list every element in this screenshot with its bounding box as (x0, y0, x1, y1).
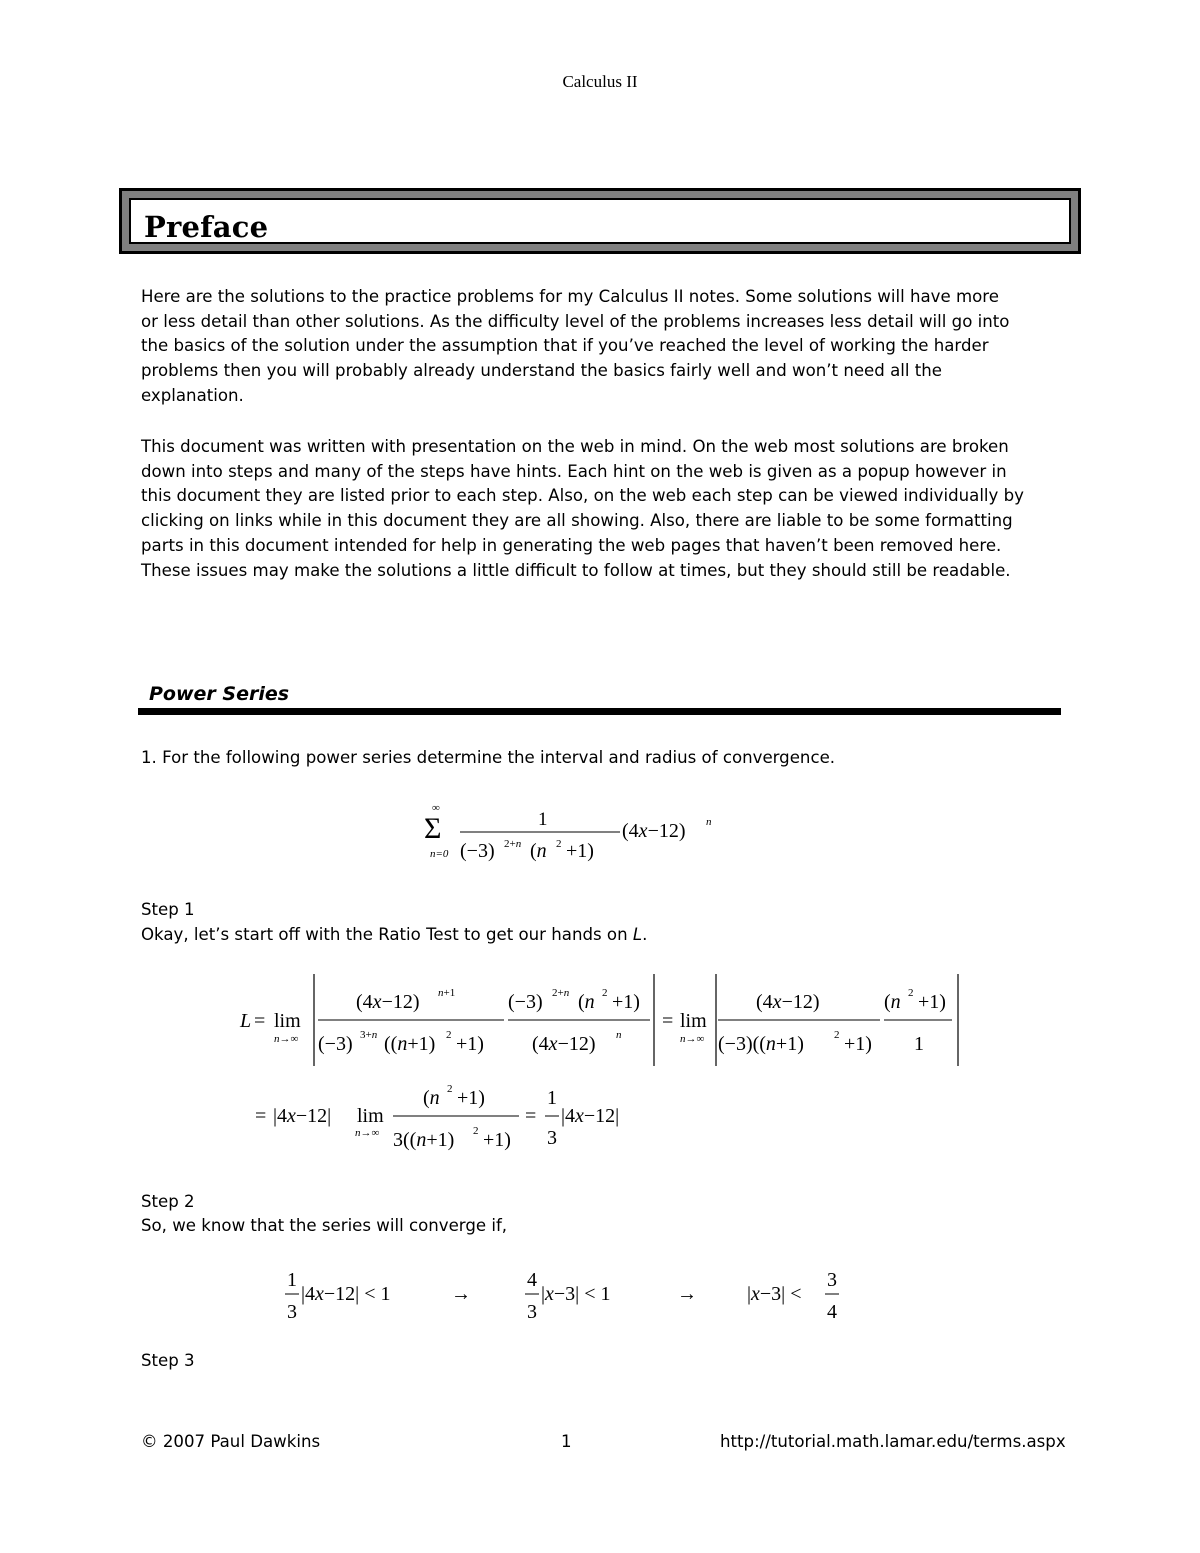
footer-copyright: © 2007 Paul Dawkins (141, 1432, 321, 1451)
ratio-test-equation-line-1 (240, 970, 970, 1074)
svg-text:(4x−12): (4x−12) (622, 820, 686, 842)
svg-text:=: = (254, 1010, 266, 1032)
svg-text:1: 1 (914, 1033, 924, 1055)
step-1-variable: L (632, 925, 643, 944)
svg-text:+1): +1) (566, 840, 594, 862)
svg-text:n=0: n=0 (430, 848, 449, 860)
preface-title-box (119, 188, 1081, 254)
paragraph-line: down into steps and many of the steps have hints. Each hint on the web is given as a popup however in (141, 461, 1007, 481)
svg-text:2+n: 2+n (504, 838, 522, 850)
svg-text:1: 1 (547, 1087, 557, 1109)
svg-text:2: 2 (473, 1125, 479, 1137)
paragraph-line: problems then you will probably already understand the basics fairly well and won’t need all the (141, 361, 942, 381)
problem-text: For the following power series determine the interval and radius of convergence. (162, 748, 836, 767)
svg-text:3: 3 (287, 1301, 297, 1323)
svg-text:lim: lim (274, 1010, 301, 1032)
paragraph-line: the basics of the solution under the assumption that if you’ve reached the level of working the harder (141, 336, 989, 356)
svg-text:2: 2 (908, 987, 914, 999)
svg-text:+1): +1) (918, 991, 946, 1013)
svg-text:2: 2 (556, 838, 562, 850)
svg-text:+1): +1) (457, 1087, 485, 1109)
svg-text:3: 3 (527, 1301, 537, 1323)
running-header: Calculus II (562, 72, 638, 91)
svg-text:|4x−12| < 1: |4x−12| < 1 (301, 1283, 391, 1305)
step-1-text-before: Okay, let’s start off with the Ratio Test to get our hands on (141, 925, 633, 944)
svg-text:4: 4 (527, 1269, 537, 1291)
svg-text:2: 2 (446, 1029, 452, 1041)
svg-text:2: 2 (447, 1083, 453, 1095)
step-3-label: Step 3 (141, 1351, 195, 1370)
svg-text:(n: (n (423, 1087, 440, 1109)
preface-title: Preface (144, 210, 269, 244)
svg-text:2: 2 (602, 987, 608, 999)
paragraph-line: This document was written with presentation on the web in mind. On the web most solutions are broken (141, 437, 1009, 456)
svg-text:(−3): (−3) (508, 991, 543, 1013)
svg-text:1: 1 (287, 1269, 297, 1291)
paragraph-line: clicking on links while in this document they are all showing. Also, there are liable to be some formatting (141, 511, 1013, 531)
ratio-test-equation-line-2 (255, 1078, 655, 1168)
problem-number: 1. (141, 748, 157, 767)
svg-text:=: = (255, 1105, 267, 1127)
svg-text:n→∞: n→∞ (355, 1127, 380, 1139)
svg-text:3: 3 (827, 1269, 837, 1291)
svg-text:(−3)((n+1): (−3)((n+1) (718, 1033, 804, 1055)
paragraph-line: explanation. (141, 385, 244, 405)
svg-text:n: n (616, 1029, 622, 1041)
problem-statement (141, 748, 835, 767)
svg-text:(−3): (−3) (460, 840, 495, 862)
svg-text:((n+1): ((n+1) (384, 1033, 436, 1055)
svg-text:n: n (706, 816, 712, 828)
svg-text:(n: (n (884, 991, 901, 1013)
preface-paragraph-1 (141, 285, 1071, 409)
svg-text:+1): +1) (456, 1033, 484, 1055)
svg-text:2: 2 (834, 1029, 840, 1041)
svg-text:|4x−12|: |4x−12| (561, 1105, 620, 1127)
step-2-text: So, we know that the series will converge if, (141, 1216, 508, 1235)
svg-text:lim: lim (680, 1010, 707, 1032)
svg-text:n→∞: n→∞ (274, 1033, 299, 1045)
step-1-label: Step 1 (141, 900, 195, 919)
svg-text:n→∞: n→∞ (680, 1033, 705, 1045)
svg-text:→: → (677, 1283, 697, 1305)
svg-text:+1): +1) (612, 991, 640, 1013)
svg-text:n+1: n+1 (438, 987, 456, 999)
preface-paragraph-2 (141, 435, 1071, 583)
step-2-label: Step 2 (141, 1192, 195, 1211)
svg-text:(n: (n (530, 840, 547, 862)
footer-page-number: 1 (561, 1432, 572, 1451)
paragraph-line: These issues may make the solutions a little difficult to follow at times, but they should still be readable. (141, 560, 1011, 580)
preface-title-inner (129, 198, 1071, 244)
svg-text:→: → (451, 1283, 471, 1305)
section-title: Power Series (149, 683, 290, 705)
svg-text:Σ: Σ (424, 812, 442, 845)
svg-text:|4x−12|: |4x−12| (273, 1105, 332, 1127)
svg-text:(4x−12): (4x−12) (356, 991, 420, 1013)
svg-text:=: = (525, 1105, 537, 1127)
footer-url: http://tutorial.math.lamar.edu/terms.aspx (720, 1432, 1066, 1451)
paragraph-line: Here are the solutions to the practice problems for my Calculus II notes. Some solutions will have more (141, 287, 999, 306)
svg-text:|x−3| <: |x−3| < (747, 1283, 802, 1305)
svg-text:3((n+1): 3((n+1) (393, 1129, 455, 1151)
svg-text:1: 1 (538, 809, 548, 830)
svg-text:(−3): (−3) (318, 1033, 353, 1055)
svg-text:|x−3| < 1: |x−3| < 1 (541, 1283, 611, 1305)
paragraph-line: parts in this document intended for help in generating the web pages that haven’t been removed here. (141, 535, 1002, 555)
step-1-text (141, 925, 647, 944)
svg-text:+1): +1) (483, 1129, 511, 1151)
svg-text:2+n: 2+n (552, 987, 570, 999)
svg-text:=: = (662, 1010, 674, 1032)
svg-text:(4x−12): (4x−12) (756, 991, 820, 1013)
step-1-text-after: . (642, 925, 648, 944)
svg-text:L: L (240, 1010, 252, 1032)
svg-text:(n: (n (578, 991, 595, 1013)
power-series-equation (420, 798, 720, 874)
svg-text:∞: ∞ (432, 802, 440, 814)
convergence-inequality (285, 1264, 865, 1332)
svg-text:3: 3 (547, 1127, 557, 1149)
paragraph-line: or less detail than other solutions. As the difficulty level of the problems increases less detail will go into (141, 311, 1010, 331)
paragraph-line: this document they are listed prior to each step. Also, on the web each step can be viewed individually by (141, 486, 1024, 506)
section-divider (138, 708, 1061, 715)
svg-text:lim: lim (357, 1105, 384, 1127)
svg-text:4: 4 (827, 1301, 837, 1323)
svg-text:+1): +1) (844, 1033, 872, 1055)
svg-text:3+n: 3+n (360, 1029, 378, 1041)
svg-text:(4x−12): (4x−12) (532, 1033, 596, 1055)
